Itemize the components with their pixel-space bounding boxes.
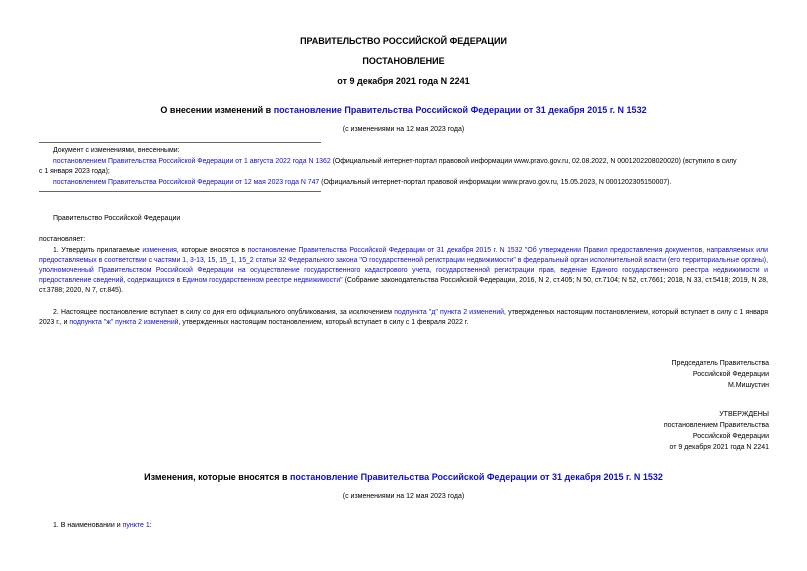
paragraph-1-end: (Собрание законодательства Российской Федерации, 2016, N 2, ст.405; N 50, ст.7104; N 52, ст.7661; 2018, N 33, ст.5418; 2019, N 28, ст.3788; 2020, N 7, ст.845). bbox=[39, 277, 768, 294]
document-title bbox=[0, 105, 807, 115]
signature-line-2: Российской Федерации bbox=[692, 371, 769, 378]
item-1-link[interactable]: пункте 1 bbox=[122, 522, 150, 529]
paragraph-2-mid: , утвержденных настоящим постановлением, который вступает в силу с 1 января 2023 г., и bbox=[39, 309, 768, 326]
paragraph-1-link-decree[interactable]: постановление Правительства Российской Федерации от 31 декабря 2015 г. N 1532 "Об утверждении Правил предоставления документов, направляемых или предоставляемых в соответствии с частями 1, 3-13, 15, 15_1, 15_2 статьи 32 Федерального закона "О государственной регистрации недвижимости" в федеральный орган исполнительной власти (его территориальные органы), уполномоченный Правительством Российской Федерации на осуществление государственного кадастрового учета, государственной регистрации прав, ведение Единого государственного реестра недвижимости и предоставление сведений, содержащихся в Едином государственном реестре недвижимости" bbox=[39, 247, 768, 284]
changes-edition-note: (с изменениями на 12 мая 2023 года) bbox=[342, 493, 465, 500]
approval-block bbox=[469, 409, 769, 453]
edition-note: (с изменениями на 12 мая 2023 года) bbox=[342, 126, 465, 133]
approval-line-4: от 9 декабря 2021 года N 2241 bbox=[669, 444, 769, 451]
paragraph-1-start: 1. Утвердить прилагаемые bbox=[53, 247, 143, 254]
changes-item-1-text: (Официальный интернет-портал правовой информации www.pravo.gov.ru, 02.08.2022, N 0001202208020020) (вступило в силу bbox=[330, 158, 737, 165]
changes-title bbox=[0, 472, 807, 482]
approval-line-3: Российской Федерации bbox=[692, 433, 769, 440]
changes-item-1-continuation: с 1 января 2023 года); bbox=[39, 168, 110, 175]
signature-line-3: М.Мишустин bbox=[727, 382, 769, 389]
changes-item-1-link[interactable]: постановлением Правительства Российской Федерации от 1 августа 2022 года N 1362 bbox=[53, 158, 331, 165]
title-prefix: О внесении изменений в bbox=[160, 105, 274, 115]
paragraph-2-link-zh[interactable]: подпункта "ж" пункта 2 изменений bbox=[69, 319, 179, 326]
paragraph-1-mid: , которые вносятся в bbox=[176, 247, 248, 254]
decrees-word: постановляет: bbox=[39, 236, 86, 243]
divider-top bbox=[39, 142, 321, 143]
signature-block bbox=[469, 358, 769, 391]
changes-item-2-text: (Официальный интернет-портал правовой информации www.pravo.gov.ru, 15.05.2023, N 0001202305150007). bbox=[319, 179, 672, 186]
signature-line-1: Председатель Правительства bbox=[671, 360, 769, 367]
approval-line-2: постановлением Правительства bbox=[663, 422, 769, 429]
paragraph-2-end: , утвержденных настоящим постановлением, который вступает в силу с 1 февраля 2022 г. bbox=[178, 319, 469, 326]
changes-item-2-link[interactable]: постановлением Правительства Российской Федерации от 12 мая 2023 года N 747 bbox=[53, 179, 320, 186]
paragraph-2 bbox=[39, 308, 768, 328]
item-1-prefix: 1. В наименовании и bbox=[53, 522, 123, 529]
changes-item-2 bbox=[53, 177, 773, 189]
paragraph-2-link-d[interactable]: подпункта "д" пункта 2 изменений bbox=[394, 309, 505, 316]
item-1 bbox=[53, 522, 152, 529]
government-name: Правительство Российской Федерации bbox=[53, 215, 181, 222]
changes-title-prefix: Изменения, которые вносятся в bbox=[144, 472, 290, 482]
document-type-heading: ПОСТАНОВЛЕНИЕ bbox=[362, 56, 445, 66]
paragraph-2-start: 2. Настоящее постановление вступает в силу со дня его официального опубликования, за исключением bbox=[53, 309, 395, 316]
paragraph-1 bbox=[39, 246, 768, 296]
changes-intro: Документ с изменениями, внесенными: bbox=[53, 147, 180, 154]
title-link[interactable]: постановление Правительства Российской Федерации от 31 декабря 2015 г. N 1532 bbox=[273, 105, 647, 115]
changes-title-link[interactable]: постановление Правительства Российской Федерации от 31 декабря 2015 г. N 1532 bbox=[290, 472, 663, 482]
paragraph-1-link-changes[interactable]: изменения bbox=[142, 247, 177, 254]
approval-line-1: УТВЕРЖДЕНЫ bbox=[719, 411, 769, 418]
divider-bottom bbox=[39, 191, 321, 192]
document-date-number: от 9 декабря 2021 года N 2241 bbox=[337, 76, 470, 86]
item-1-suffix: : bbox=[149, 522, 152, 529]
government-heading: ПРАВИТЕЛЬСТВО РОССИЙСКОЙ ФЕДЕРАЦИИ bbox=[300, 36, 507, 46]
